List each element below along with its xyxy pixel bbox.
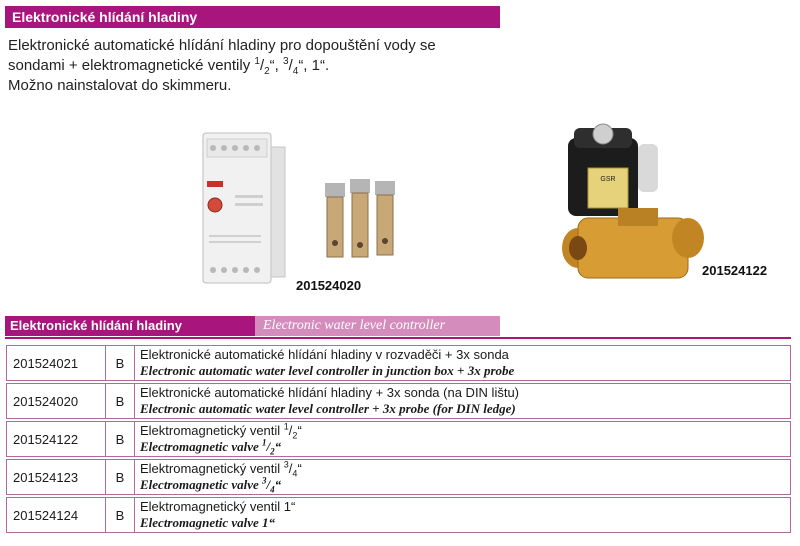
intro-line-2: sondami + elektromagnetické ventily $^1/_2“$, $^3/_4“$, 1“.: [8, 56, 330, 77]
section-title-cz: Elektronické hlídání hladiny: [5, 316, 255, 336]
product-category: B: [106, 345, 135, 381]
product-description: [135, 383, 791, 419]
description-cz: Elektromagnetický ventil 1“: [140, 499, 296, 514]
product-code: 201524020: [6, 383, 106, 419]
description-en: Electronic automatic water level controller in junction box + 3x probe: [140, 363, 515, 378]
intro-line-1: Elektronické automatické hlídání hladiny pro dopouštění vody se: [8, 37, 436, 54]
product-description: [135, 497, 791, 533]
product-code: 201524124: [6, 497, 106, 533]
description-cz: Elektromagnetický ventil $^1/_2“$: [140, 421, 302, 441]
description-cz: Elektronické automatické hlídání hladiny v rozvaděči + 3x sonda: [140, 347, 509, 362]
intro-line-3: Možno nainstalovat do skimmeru.: [8, 77, 232, 94]
product-table: [6, 343, 791, 535]
product-description: [135, 345, 791, 381]
solenoid-valve-image: [548, 118, 728, 293]
intro-text: [8, 36, 528, 96]
controller-code-label: 201524020: [296, 278, 362, 293]
page-title: Elektronické hlídání hladiny: [5, 6, 500, 28]
table-row: [6, 459, 791, 495]
table-row: [6, 497, 791, 533]
product-code: 201524123: [6, 459, 106, 495]
product-description: [135, 421, 791, 457]
table-row: [6, 421, 791, 457]
section-header: [5, 316, 500, 336]
product-category: B: [106, 497, 135, 533]
product-description: [135, 459, 791, 495]
table-row: [6, 345, 791, 381]
section-divider: [5, 337, 791, 339]
product-category: B: [106, 421, 135, 457]
product-category: B: [106, 459, 135, 495]
valve-code-label: 201524122: [702, 263, 768, 278]
table-row: [6, 383, 791, 419]
controller-probes-image: [175, 125, 415, 295]
product-category: B: [106, 383, 135, 419]
valve-brand-label: GSR: [600, 176, 616, 183]
description-en: Electromagnetic valve $^1/_2“$: [140, 437, 282, 457]
description-cz: Elektronické automatické hlídání hladiny + 3x sonda (na DIN lištu): [140, 385, 519, 400]
product-code: 201524021: [6, 345, 106, 381]
description-en: Electronic automatic water level controller + 3x probe (for DIN ledge): [140, 401, 516, 416]
description-en: Electromagnetic valve 1“: [140, 515, 276, 530]
product-code: 201524122: [6, 421, 106, 457]
description-cz: Elektromagnetický ventil $^3/_4“$: [140, 459, 302, 479]
section-title-en: Electronic water level controller: [255, 316, 500, 336]
description-en: Electromagnetic valve $^3/_4“$: [140, 475, 282, 495]
